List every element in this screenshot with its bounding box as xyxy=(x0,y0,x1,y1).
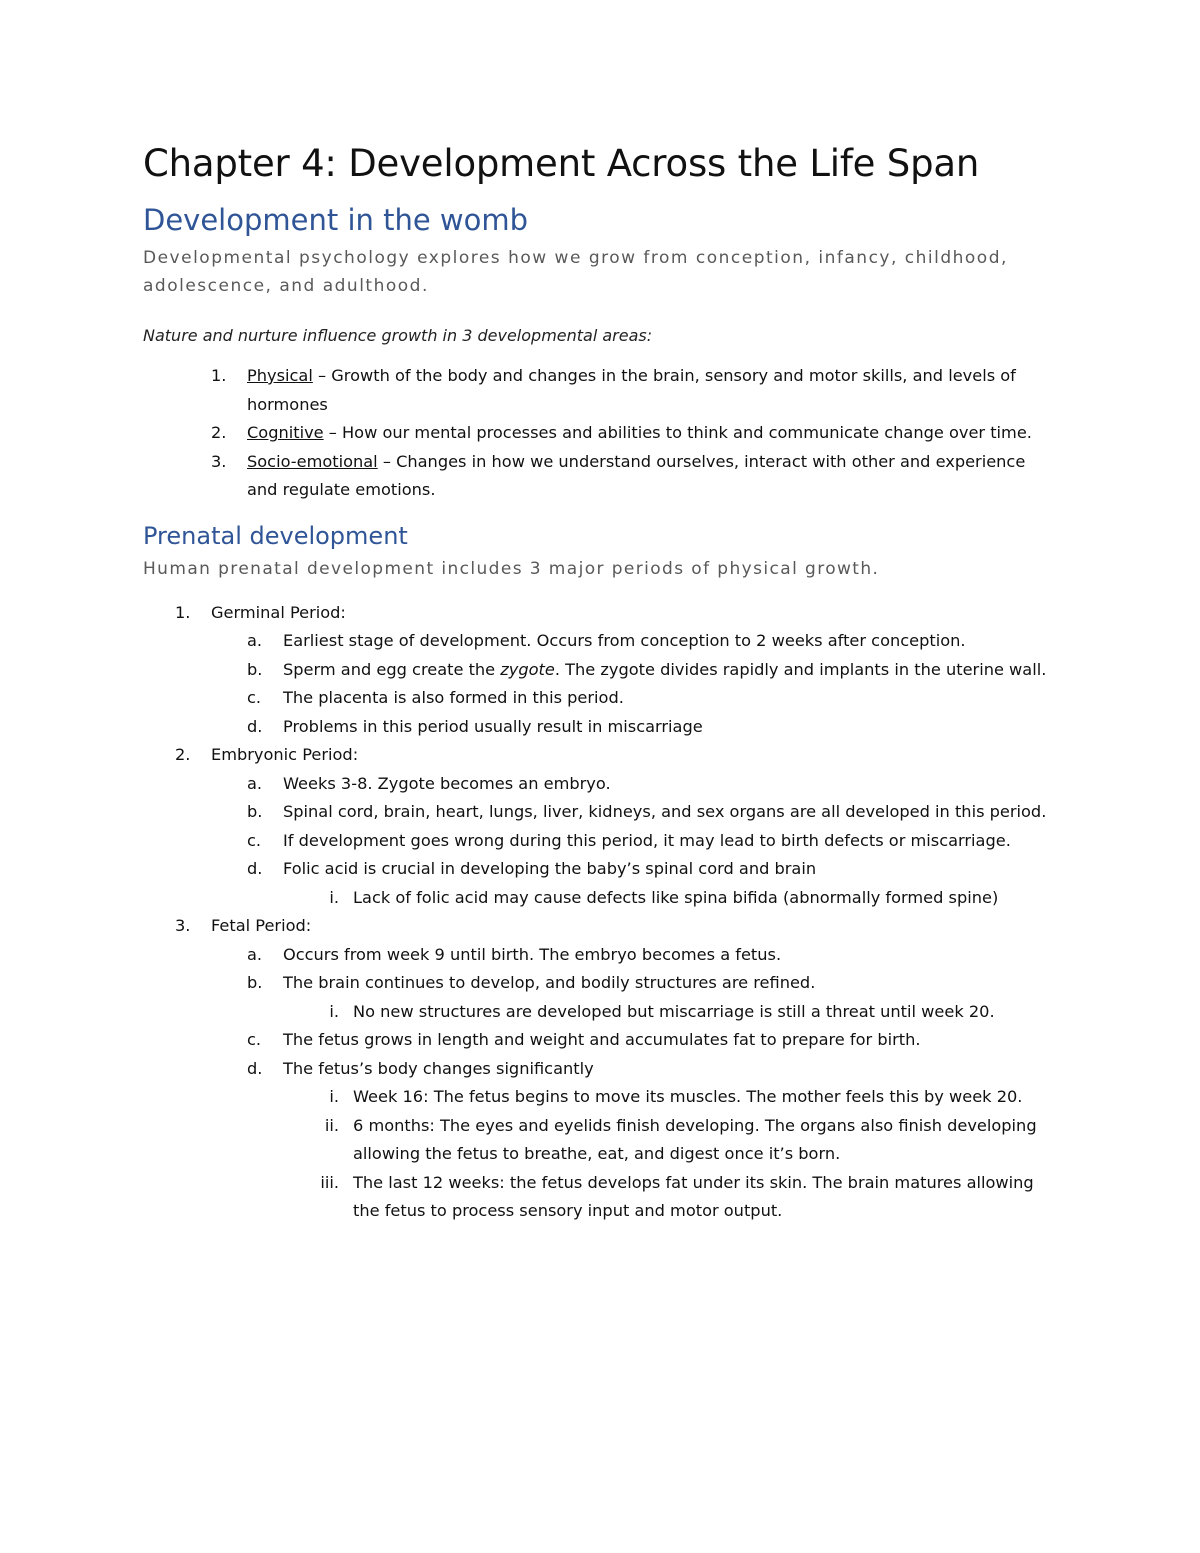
list-subitem xyxy=(143,1083,1053,1112)
list-marker: 3. xyxy=(175,916,191,935)
list-item-text: Lack of folic acid may cause defects like spina bifida (abnormally formed spine) xyxy=(353,887,999,907)
list-item xyxy=(143,1026,1053,1055)
section-heading-prenatal-development: Prenatal development xyxy=(143,521,408,550)
developmental-areas-list xyxy=(143,362,1053,505)
list-marker: c. xyxy=(247,1030,262,1049)
term-description: – Growth of the body and changes in the brain, sensory and motor skills, and levels of hormones xyxy=(247,366,1016,414)
list-item-text: Folic acid is crucial in developing the baby’s spinal cord and brain xyxy=(283,859,817,878)
list-item-text: Spinal cord, brain, heart, lungs, liver, kidneys, and sex organs are all developed in this period. xyxy=(283,802,1047,821)
list-item xyxy=(143,798,1053,827)
list-item-text: The placenta is also formed in this period. xyxy=(283,688,624,707)
list-item-text: Earliest stage of development. Occurs from conception to 2 weeks after conception. xyxy=(283,631,966,650)
list-marker: b. xyxy=(247,802,263,821)
list-item xyxy=(143,627,1053,656)
list-item-text: If development goes wrong during this period, it may lead to birth defects or miscarriage. xyxy=(283,830,1011,850)
list-item-text: Problems in this period usually result in miscarriage xyxy=(283,716,703,736)
areas-intro: Nature and nurture influence growth in 3 developmental areas: xyxy=(143,326,653,345)
list-marker: a. xyxy=(247,773,263,793)
list-marker: i. xyxy=(329,887,339,907)
list-marker: b. xyxy=(247,973,263,992)
list-subitem xyxy=(143,998,1053,1027)
term-socio-emotional: Socio-emotional xyxy=(247,451,378,471)
page-title: Chapter 4: Development Across the Life Span xyxy=(143,142,980,185)
list-marker: d. xyxy=(247,716,263,736)
period-label: Germinal Period: xyxy=(211,602,346,622)
list-item-text: . The zygote divides rapidly and implants in the uterine wall. xyxy=(554,659,1047,679)
list-item xyxy=(143,1055,1053,1084)
list-marker: ii. xyxy=(324,1115,339,1135)
document-content xyxy=(143,138,1053,1226)
list-item xyxy=(143,855,1053,884)
list-item-text: The fetus’s body changes significantly xyxy=(283,1058,594,1078)
list-item xyxy=(143,684,1053,713)
list-marker: 2. xyxy=(175,745,191,764)
list-item-text: 6 months: The eyes and eyelids finish developing. The organs also finish developing allowing the fetus to breathe, eat, and digest once it’s born. xyxy=(353,1115,1037,1163)
list-item-text: No new structures are developed but miscarriage is still a threat until week 20. xyxy=(353,1001,995,1021)
list-marker: i. xyxy=(329,1001,339,1021)
list-subitem xyxy=(143,1112,1053,1169)
list-item-text: Sperm and egg create the xyxy=(283,659,501,679)
list-marker: 1. xyxy=(211,366,227,385)
list-item xyxy=(143,770,1053,799)
prenatal-periods-list xyxy=(143,599,1053,1226)
section-subtitle-prenatal: Human prenatal development includes 3 major periods of physical growth. xyxy=(143,558,880,579)
list-item xyxy=(143,941,1053,970)
list-item-cognitive xyxy=(143,419,1053,448)
section-subtitle-developmental-psychology: Developmental psychology explores how we grow from conception, infancy, childhood, adolescence, and adulthood. xyxy=(143,248,1008,296)
list-item-text: Week 16: The fetus begins to move its muscles. The mother feels this by week 20. xyxy=(353,1087,1023,1106)
list-marker: d. xyxy=(247,1058,263,1078)
list-item xyxy=(143,713,1053,742)
list-item-socio-emotional xyxy=(143,448,1053,505)
list-marker: d. xyxy=(247,859,263,878)
list-marker: c. xyxy=(247,830,262,850)
term-description: – How our mental processes and abilities to think and communicate change over time. xyxy=(323,423,1032,442)
list-marker: iii. xyxy=(320,1172,339,1192)
list-item-text: Occurs from week 9 until birth. The embryo becomes a fetus. xyxy=(283,944,782,964)
list-item xyxy=(143,969,1053,998)
list-item xyxy=(143,827,1053,856)
list-item-text: The fetus grows in length and weight and accumulates fat to prepare for birth. xyxy=(283,1030,921,1049)
period-embryonic xyxy=(143,741,1053,770)
period-label: Embryonic Period: xyxy=(211,745,359,764)
list-marker: 3. xyxy=(211,451,227,471)
list-subitem xyxy=(143,1169,1053,1226)
period-fetal xyxy=(143,912,1053,941)
list-marker: c. xyxy=(247,688,262,707)
list-marker: a. xyxy=(247,944,263,964)
term-physical: Physical xyxy=(247,366,313,385)
list-marker: 1. xyxy=(175,602,191,622)
list-item-text: Weeks 3-8. Zygote becomes an embryo. xyxy=(283,773,611,793)
list-marker: 2. xyxy=(211,423,227,442)
list-subitem xyxy=(143,884,1053,913)
term-description: – Changes in how we understand ourselves, interact with other and experience and regulate emotions. xyxy=(247,451,1026,499)
period-label: Fetal Period: xyxy=(211,916,312,935)
list-item-text: The last 12 weeks: the fetus develops fat under its skin. The brain matures allowing the fetus to process sensory input and motor output. xyxy=(353,1172,1034,1220)
term-zygote: zygote xyxy=(500,659,555,679)
list-marker: b. xyxy=(247,659,263,679)
period-germinal xyxy=(143,599,1053,628)
list-marker: a. xyxy=(247,631,263,650)
section-heading-development-in-womb: Development in the womb xyxy=(143,203,529,237)
term-cognitive: Cognitive xyxy=(247,423,324,442)
list-item-physical xyxy=(143,362,1053,419)
list-marker: i. xyxy=(329,1087,339,1106)
list-item-text: The brain continues to develop, and bodily structures are refined. xyxy=(283,973,816,992)
list-item xyxy=(143,656,1053,685)
